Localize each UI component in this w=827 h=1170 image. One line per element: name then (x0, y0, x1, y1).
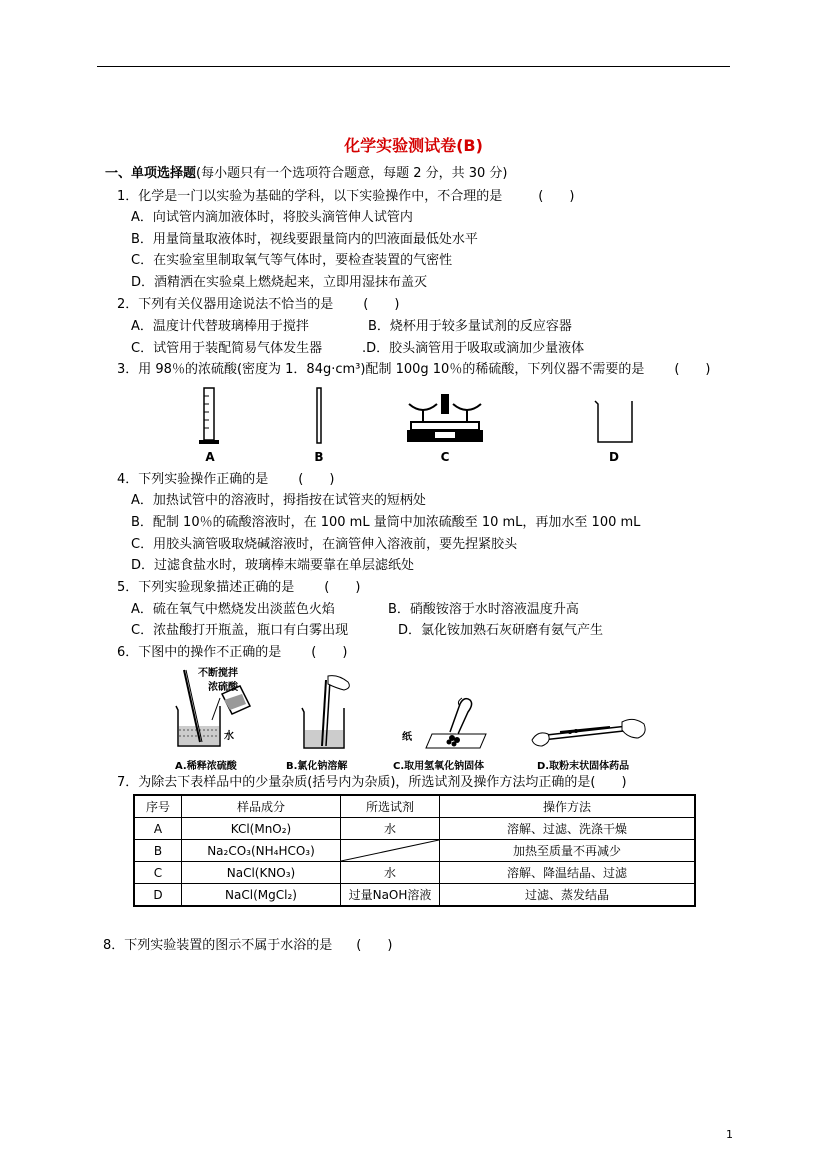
q4-stem: 4．下列实验操作正确的是 (117, 472, 269, 487)
table-cell: 溶解、降温结晶、过滤 (440, 862, 696, 884)
dissolve-salt-figure (298, 672, 368, 752)
q4-option-d: D．过滤食盐水时，玻璃棒末端要靠在单层滤纸处 (131, 558, 415, 573)
glass-rod-figure (312, 386, 326, 446)
table-header: 所选试剂 (341, 795, 440, 818)
q3-label-d: D (609, 450, 619, 464)
table-cell: 水 (341, 818, 440, 840)
table-cell: 加热至质量不再减少 (440, 840, 696, 862)
question-2 (117, 296, 399, 314)
table-header: 序号 (134, 795, 182, 818)
q6-caption-d: D.取粉末状固体药品 (537, 761, 630, 772)
q5-paren: ( ) (324, 580, 361, 595)
question-5 (117, 579, 360, 597)
q1-option-c: C．在实验室里制取氧气等气体时，要检查装置的气密性 (131, 253, 453, 268)
question-3 (117, 361, 710, 379)
q2-option-a: A．温度计代替玻璃棒用于搅拌 (131, 319, 309, 334)
powder-drug-figure (530, 708, 660, 750)
table-row (134, 818, 695, 840)
table-cell: NaCl(MgCl₂) (182, 884, 341, 907)
q6-label-acid: 浓硫酸 (208, 682, 238, 693)
q6-caption-a: A.稀释浓硫酸 (175, 761, 237, 772)
q5-option-c: C．浓盐酸打开瓶盖，瓶口有白雾出现 (131, 623, 349, 638)
table-cell-diagonal (341, 840, 440, 862)
table-header-row (134, 795, 695, 818)
q6-label-water: 水 (224, 731, 234, 742)
q1-paren: ( ) (538, 189, 575, 204)
q8-paren: ( ) (356, 938, 393, 953)
q3-stem: 3．用 98％的浓硫酸(密度为 1．84g·cm³)配制 100g 10％的稀硫酸，下列仪器不需要的是 (117, 362, 645, 377)
q1-stem: 1．化学是一门以实验为基础的学科，以下实验操作中，不合理的是 (117, 189, 503, 204)
take-naoh-figure (404, 690, 504, 750)
question-6 (117, 644, 347, 662)
section-heading (105, 165, 508, 183)
question-1 (117, 188, 574, 206)
page-title: 化学实验测试卷(B) (344, 136, 483, 155)
q6-caption-c: C.取用氢氧化钠固体 (393, 761, 485, 772)
q8-stem: 8．下列实验装置的图示不属于水浴的是 (103, 938, 333, 953)
table-header: 样品成分 (182, 795, 341, 818)
q1-option-d: D．酒精洒在实验桌上燃烧起来，立即用湿抹布盖灭 (131, 275, 428, 290)
q5-option-b: B．硝酸铵溶于水时溶液温度升高 (388, 602, 579, 617)
table-row (134, 862, 695, 884)
header-rule (97, 66, 730, 67)
q5-stem: 5．下列实验现象描述正确的是 (117, 580, 295, 595)
q6-paren: ( ) (311, 645, 348, 660)
balance-figure (405, 390, 485, 446)
q6-label-paper: 纸 (402, 732, 412, 743)
q3-paren: ( ) (674, 362, 711, 377)
q4-option-b: B．配制 10％的硫酸溶液时，在 100 mL 量筒中加浓硫酸至 10 mL，再加水至 100 mL (131, 515, 641, 530)
table-cell: B (134, 840, 182, 862)
q2-option-d: .D．胶头滴管用于吸取或滴加少量液体 (362, 341, 585, 356)
table-cell: Na₂CO₃(NH₄HCO₃) (182, 840, 341, 862)
table-header: 操作方法 (440, 795, 696, 818)
question-4 (117, 471, 334, 489)
table-cell: A (134, 818, 182, 840)
q4-paren: ( ) (298, 472, 335, 487)
q6-stem: 6．下图中的操作不正确的是 (117, 645, 282, 660)
q6-caption-b: B.氯化钠溶解 (286, 761, 348, 772)
table-row (134, 840, 695, 862)
q2-option-b: B．烧杯用于较多量试剂的反应容器 (368, 319, 572, 334)
table-cell: C (134, 862, 182, 884)
q7-paren: ( ) (590, 775, 627, 790)
q2-paren: ( ) (363, 297, 400, 312)
q4-option-c: C．用胶头滴管吸取烧碱溶液时，在滴管伸入溶液前，要先捏紧胶头 (131, 537, 518, 552)
table-cell: 过量NaOH溶液 (341, 884, 440, 907)
q5-option-a: A．硫在氧气中燃烧发出淡蓝色火焰 (131, 602, 335, 617)
page-number: 1 (726, 1128, 733, 1141)
table-cell: NaCl(KNO₃) (182, 862, 341, 884)
q5-option-d: D．氯化铵加熟石灰研磨有氨气产生 (398, 623, 604, 638)
q2-option-c: C．试管用于装配简易气体发生器 (131, 341, 323, 356)
table-cell: 溶解、过滤、洗涤干燥 (440, 818, 696, 840)
q1-option-a: A．向试管内滴加液体时，将胶头滴管伸人试管内 (131, 210, 413, 225)
q7-stem: 7．为除去下表样品中的少量杂质(括号内为杂质)，所选试剂及操作方法均正确的是 (117, 775, 591, 790)
q1-option-b: B．用量筒量取液体时，视线要跟量筒内的凹液面最低处水平 (131, 232, 478, 247)
q3-label-a: A (205, 450, 215, 464)
question-8 (103, 937, 392, 955)
table-cell: KCl(MnO₂) (182, 818, 341, 840)
diagonal-line (341, 840, 439, 861)
graduated-cylinder-figure (195, 386, 223, 446)
table-cell: 水 (341, 862, 440, 884)
beaker-figure (592, 398, 638, 446)
section-note: (每小题只有一个选项符合题意，每题 2 分，共 30 分) (196, 166, 508, 181)
q6-label-stir: 不断搅拌 (198, 668, 238, 679)
table-cell: D (134, 884, 182, 907)
table-cell: 过滤、蒸发结晶 (440, 884, 696, 907)
table-row (134, 884, 695, 907)
q3-label-c: C (440, 450, 450, 464)
q2-stem: 2．下列有关仪器用途说法不恰当的是 (117, 297, 334, 312)
question-7 (117, 774, 627, 792)
q3-label-b: B (314, 450, 324, 464)
q4-option-a: A．加热试管中的溶液时，拇指按在试管夹的短柄处 (131, 493, 426, 508)
q7-table (133, 794, 696, 907)
section-label: 一、单项选择题 (105, 166, 197, 181)
